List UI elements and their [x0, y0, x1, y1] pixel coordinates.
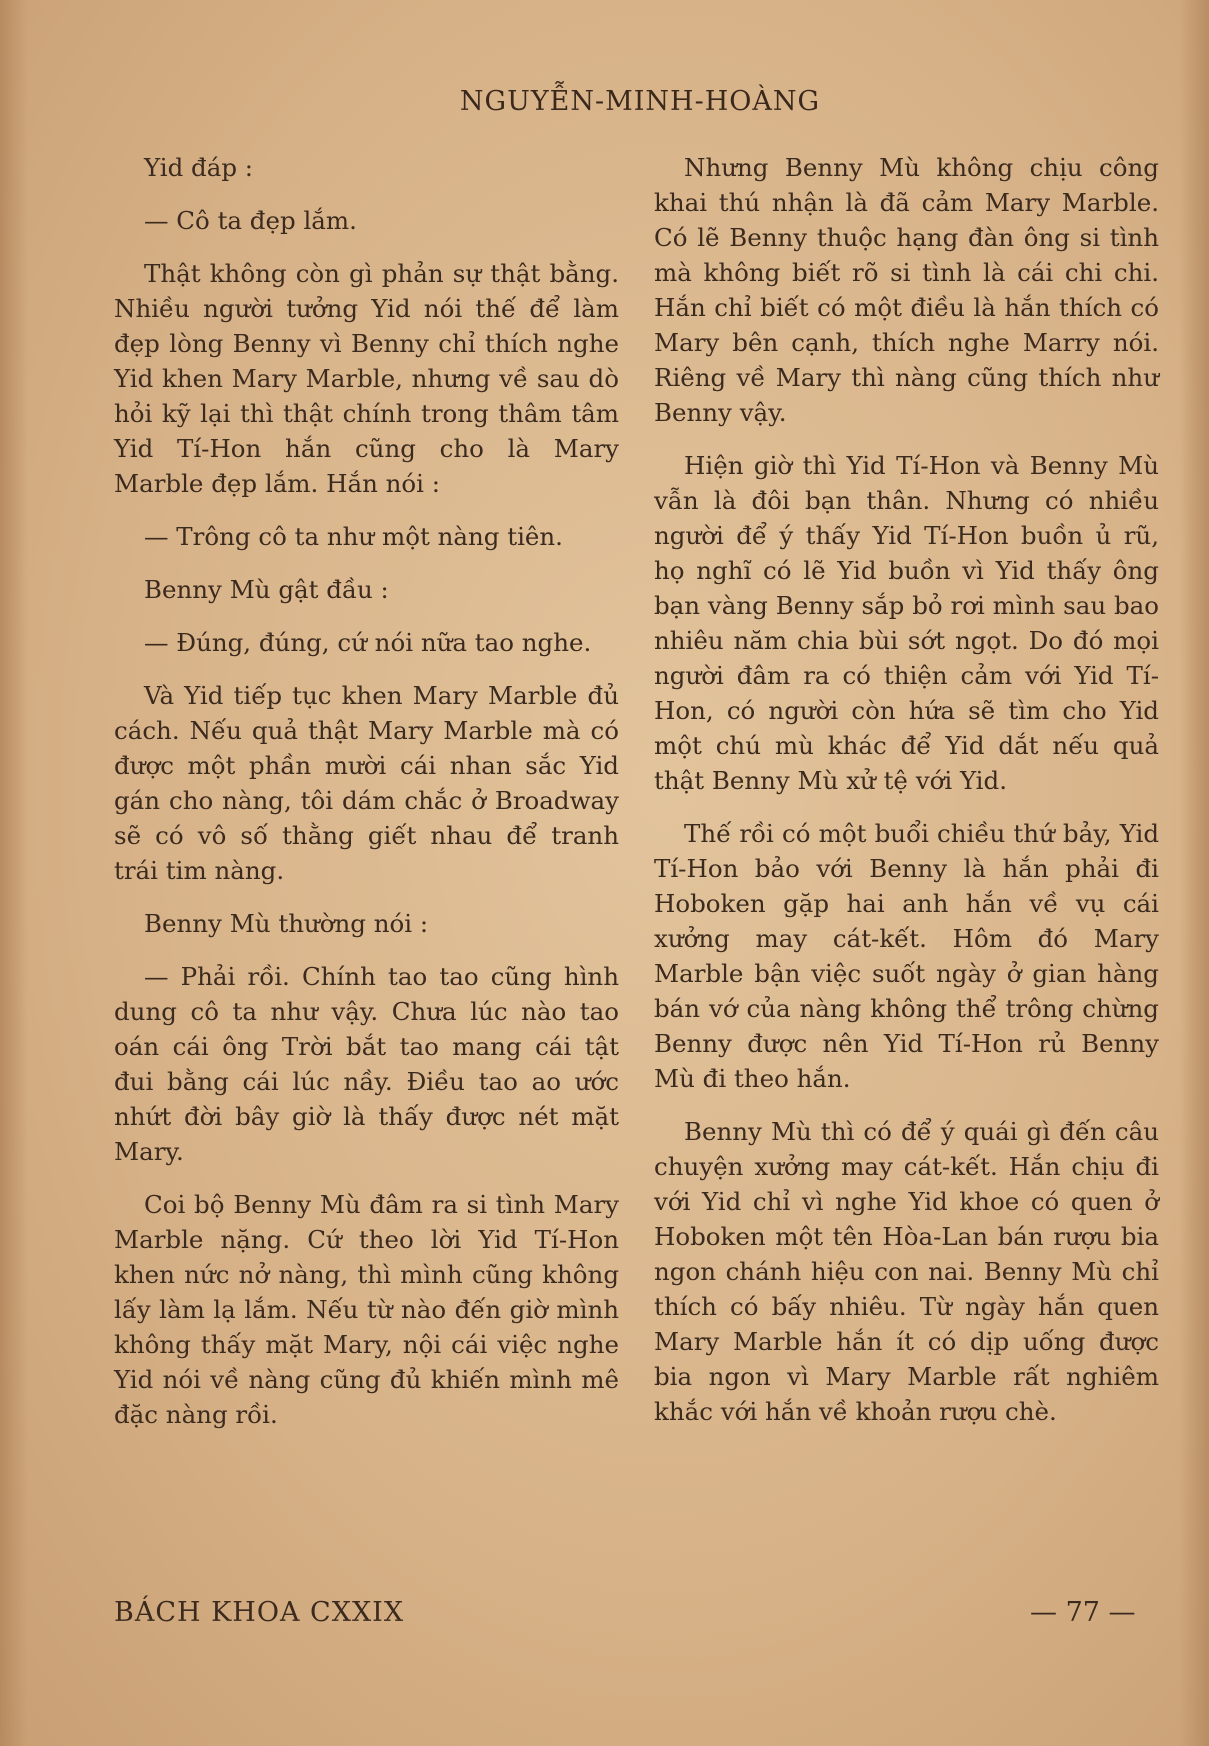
- paragraph: Benny Mù thường nói :: [144, 909, 429, 938]
- right-column: [654, 150, 1159, 1447]
- paragraph: — Trông cô ta như một nàng tiên.: [144, 522, 563, 551]
- paragraph: Thật không còn gì phản sự thật bằng. Nhiều người tưởng Yid nói thế để làm đẹp lòng Benny vì Benny chỉ thích nghe Yid khen Mary Marble, nhưng về sau dò hỏi kỹ lại thì thật chính trong thâm tâm Yid Tí-Hon hắn cũng cho là Mary Marble đẹp lắm. Hắn nói :: [114, 259, 619, 498]
- paragraph: Benny Mù thì có để ý quái gì đến câu chuyện xưởng may cát-kết. Hắn chịu đi với Yid chỉ vì nghe Yid khoe có quen ở Hoboken một tên Hòa-Lan bán rượu bia ngon chánh hiệu con nai. Benny Mù chỉ thích có bấy nhiêu. Từ ngày hắn quen Mary Marble hắn ít có dịp uống được bia ngon vì Mary Marble rất nghiêm khắc với hắn về khoản rượu chè.: [654, 1117, 1159, 1426]
- paragraph: Benny Mù gật đầu :: [144, 575, 389, 604]
- paragraph: Thế rồi có một buổi chiều thứ bảy, Yid Tí-Hon bảo với Benny là hắn phải đi Hoboken gặp hai anh hắn về vụ cái xưởng may cát-kết. Hôm đó Mary Marble bận việc suốt ngày ở gian hàng bán vớ của nàng không thể trông chừng Benny được nên Yid Tí-Hon rủ Benny Mù đi theo hắn.: [654, 819, 1159, 1093]
- page-number: — 77 —: [1030, 1597, 1136, 1628]
- paragraph: Nhưng Benny Mù không chịu công khai thú nhận là đã cảm Mary Marble. Có lẽ Benny thuộc hạng đàn ông si tình mà không biết rõ si tình là cái chi chi. Hắn chỉ biết có một điều là hắn thích có Mary bên cạnh, thích nghe Marry nói. Riêng về Mary thì nàng cũng thích như Benny vậy.: [654, 153, 1159, 427]
- paragraph: — Phải rồi. Chính tao tao cũng hình dung cô ta như vậy. Chưa lúc nào tao oán cái ông Trời bắt tao mang cái tật đui bằng cái lúc nầy. Điều tao ao ước nhứt đời bây giờ là thấy được nét mặt Mary.: [114, 962, 619, 1166]
- left-column: [114, 150, 619, 1450]
- paragraph: — Đúng, đúng, cứ nói nữa tao nghe.: [144, 628, 592, 657]
- publication-footer: BÁCH KHOA CXXIX: [114, 1597, 405, 1628]
- paragraph: Coi bộ Benny Mù đâm ra si tình Mary Marble nặng. Cứ theo lời Yid Tí-Hon khen nức nở nàng, thì mình cũng không lấy làm lạ lắm. Nếu từ nào đến giờ mình không thấy mặt Mary, nội cái việc nghe Yid nói về nàng cũng đủ khiến mình mê đặc nàng rồi.: [114, 1190, 619, 1429]
- running-head: NGUYỄN-MINH-HOÀNG: [459, 86, 821, 117]
- paragraph: — Cô ta đẹp lắm.: [144, 206, 357, 235]
- paragraph: Hiện giờ thì Yid Tí-Hon và Benny Mù vẫn là đôi bạn thân. Nhưng có nhiều người để ý thấy Yid Tí-Hon buồn ủ rũ, họ nghĩ có lẽ Yid buồn vì Yid thấy ông bạn vàng Benny sắp bỏ rơi mình sau bao nhiêu năm chia bùi sớt ngọt. Do đó mọi người đâm ra có thiện cảm với Yid Tí-Hon, có người còn hứa sẽ tìm cho Yid một chú mù khác để Yid dắt nếu quả thật Benny Mù xử tệ với Yid.: [654, 451, 1159, 795]
- paragraph: Yid đáp :: [144, 153, 254, 182]
- paragraph: Và Yid tiếp tục khen Mary Marble đủ cách. Nếu quả thật Mary Marble mà có được một phần mười cái nhan sắc Yid gán cho nàng, tôi dám chắc ở Broadway sẽ có vô số thằng giết nhau để tranh trái tim nàng.: [114, 681, 619, 885]
